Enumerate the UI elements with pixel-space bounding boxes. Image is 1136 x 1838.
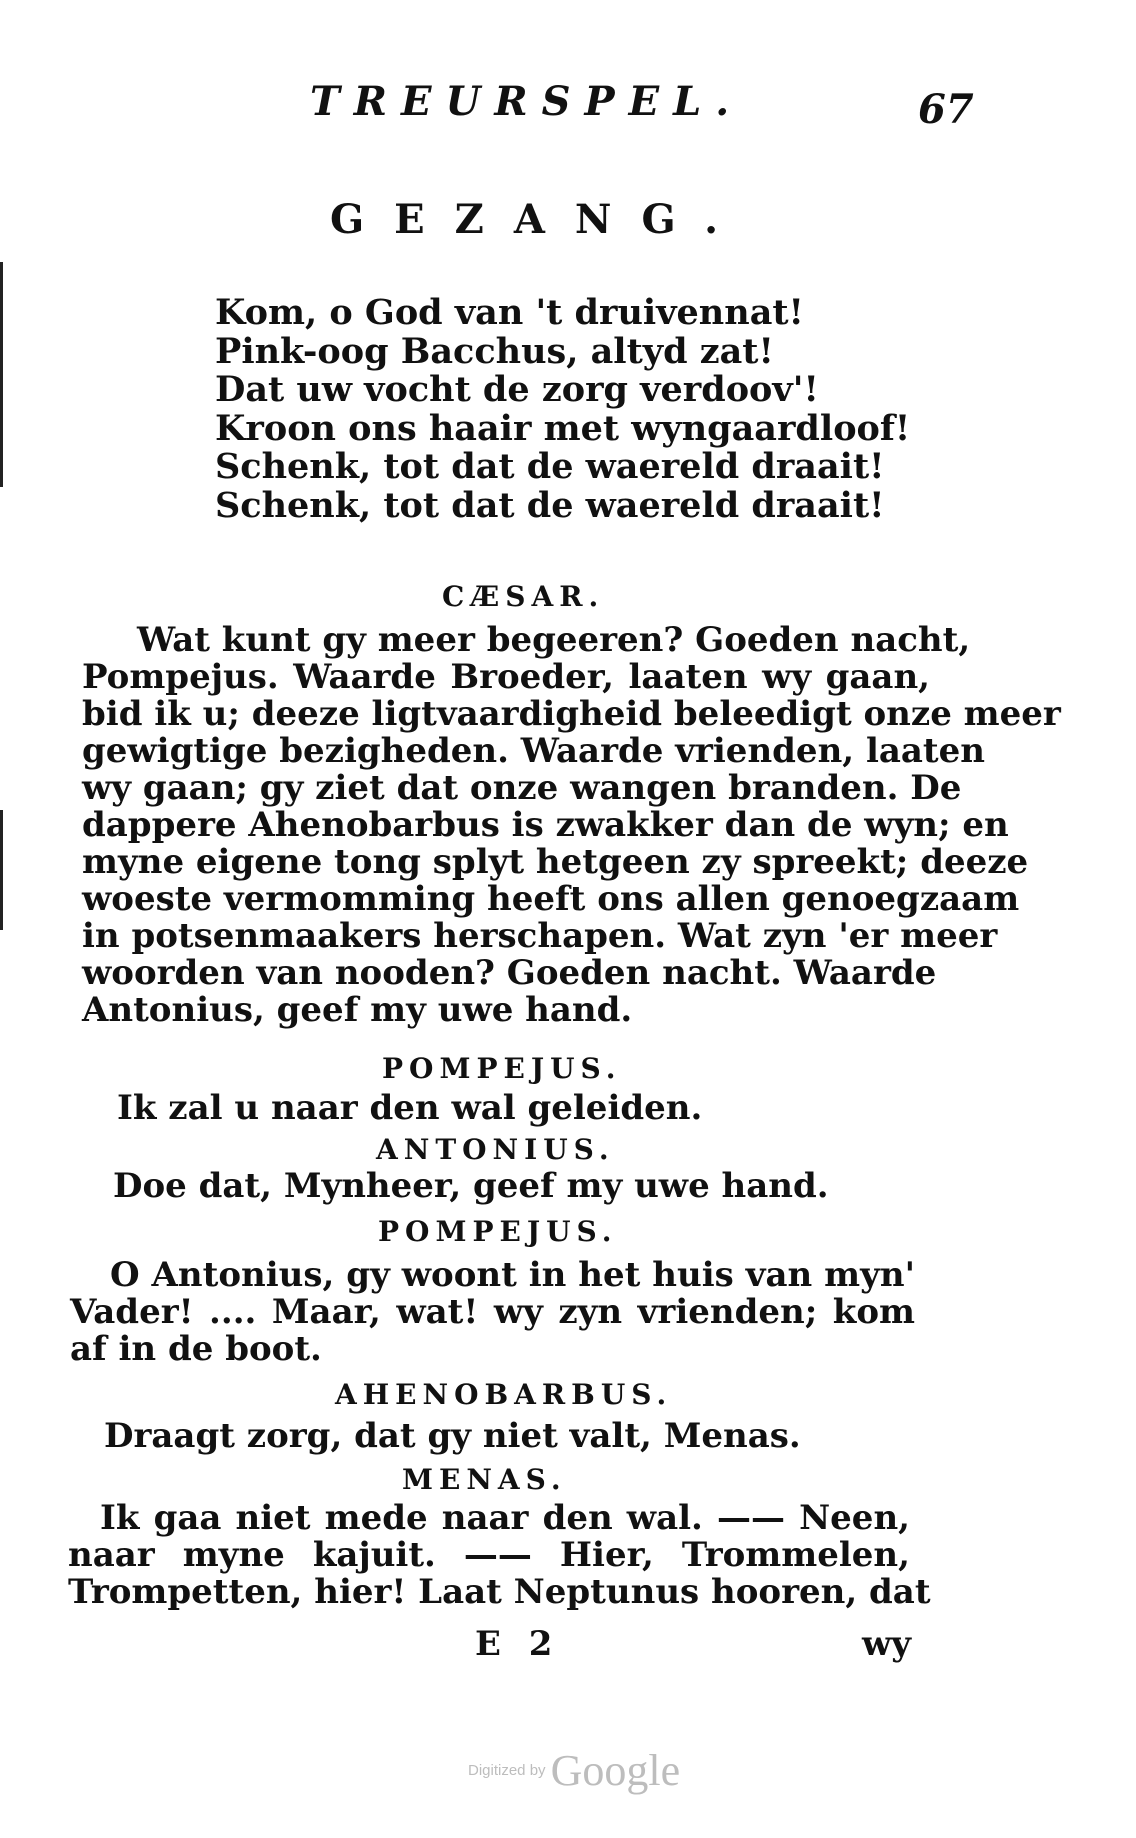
speech-block — [70, 1257, 915, 1368]
speech-line: myne eigene tong splyt hetgeen zy spreekt; deeze — [82, 842, 1029, 882]
speech-line: Antonius, geef my uwe hand. — [82, 990, 633, 1030]
verse-line: Kom, o God van 't druivennat! — [215, 292, 804, 333]
signature-mark: E 2 — [475, 1624, 561, 1664]
speech-line: Ik gaa niet mede naar den wal. —— Neen, — [100, 1498, 910, 1538]
google-logo: Google — [550, 1746, 681, 1795]
speech-line: Vader! .... Maar, wat! wy zyn vrienden; kom — [70, 1292, 915, 1332]
watermark-prefix: Digitized by — [468, 1762, 546, 1779]
speaker-name: AHENOBARBUS. — [335, 1378, 673, 1411]
speech-line: in potsenmaakers herschapen. Wat zyn 'er meer — [82, 916, 998, 956]
catchword: wy — [862, 1624, 912, 1664]
speaker-name: ANTONIUS. — [376, 1133, 615, 1166]
speech-block — [82, 620, 1061, 1030]
speaker-name: POMPEJUS. — [382, 1052, 622, 1085]
speech-line: gewigtige bezigheden. Waarde vrienden, laaten — [82, 731, 985, 771]
speech-line: woeste vermomming heeft ons allen genoegzaam — [82, 879, 1020, 919]
speech-line: dappere Ahenobarbus is zwakker dan de wyn; en — [82, 805, 1009, 845]
speech-block — [117, 1090, 917, 1127]
speaker-name: CÆSAR. — [442, 580, 605, 613]
speech-line: wy gaan; gy ziet dat onze wangen branden. De — [82, 768, 962, 808]
scan-edge-mark — [0, 262, 3, 487]
speech-line: Draagt zorg, dat gy niet valt, Menas. — [104, 1416, 801, 1456]
speech-line: Ik zal u naar den wal geleiden. — [117, 1088, 703, 1128]
speech-block — [68, 1498, 931, 1612]
speaker-name: POMPEJUS. — [378, 1215, 618, 1248]
verse-line: Pink-oog Bacchus, altyd zat! — [215, 330, 774, 372]
section-heading: GEZANG. — [330, 196, 749, 243]
running-head: TREURSPEL. — [310, 78, 744, 125]
verse-line: Schenk, tot dat de waereld draait! — [215, 484, 885, 526]
speech-block — [113, 1168, 913, 1205]
speech-line: Trompetten, hier! Laat Neptunus hooren, dat — [68, 1572, 931, 1612]
verse-line: Kroon ons haair met wyngaardloof! — [215, 407, 911, 449]
scan-edge-mark — [0, 810, 3, 930]
speech-line: af in de boot. — [70, 1329, 322, 1369]
speech-line: woorden van nooden? Goeden nacht. Waarde — [82, 953, 937, 993]
song-verse — [215, 294, 910, 525]
speech-line: Wat kunt gy meer begeeren? Goeden nacht, — [137, 620, 971, 660]
speech-line: naar myne kajuit. —— Hier, Trommelen, — [68, 1535, 910, 1575]
speaker-name: MENAS. — [402, 1463, 567, 1496]
speech-line: Doe dat, Mynheer, geef my uwe hand. — [113, 1166, 829, 1206]
speech-line: Pompejus. Waarde Broeder, laaten wy gaan, — [82, 657, 930, 697]
page-number: 67 — [918, 86, 974, 133]
speech-line: O Antonius, gy woont in het huis van myn' — [110, 1255, 915, 1295]
speech-block — [104, 1418, 924, 1455]
digitized-by-google-watermark — [468, 1745, 680, 1796]
verse-line: Dat uw vocht de zorg verdoov'! — [215, 369, 819, 410]
verse-line: Schenk, tot dat de waereld draait! — [215, 446, 885, 487]
speech-line: bid ik u; deeze ligtvaardigheid beleedigt onze meer — [82, 694, 1061, 734]
